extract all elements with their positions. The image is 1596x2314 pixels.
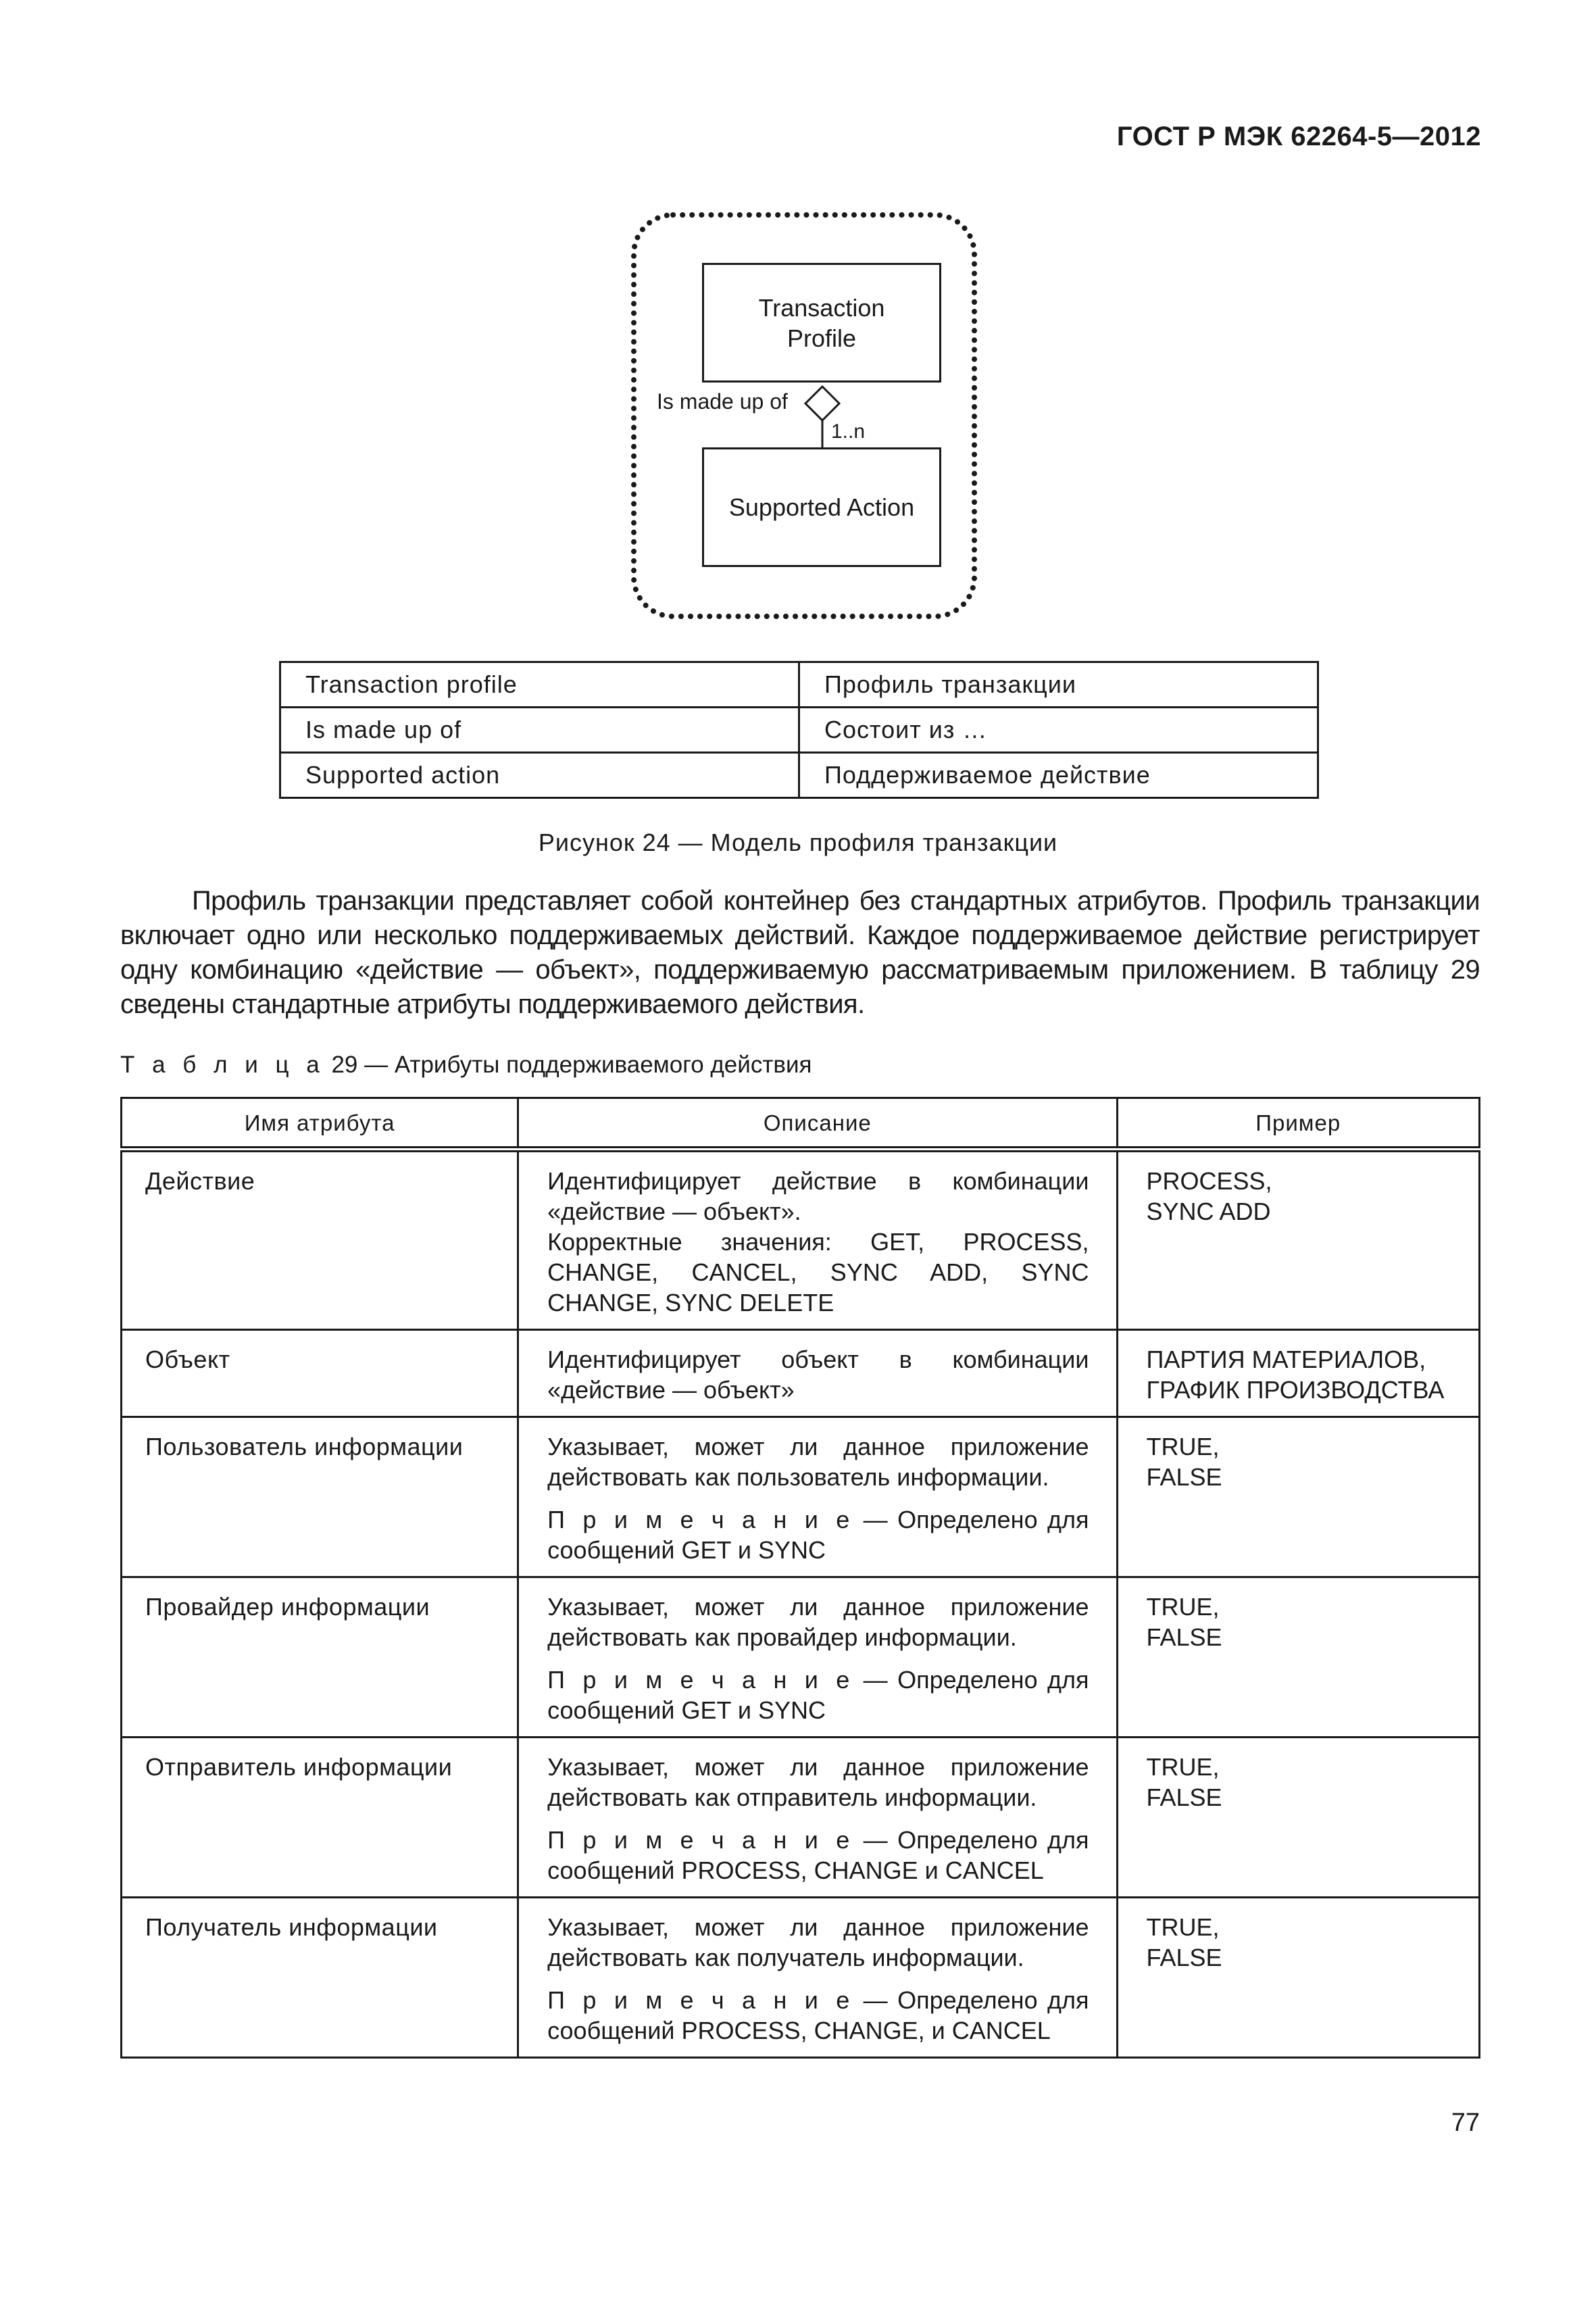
table-row (122, 1417, 1480, 1577)
attribute-example-cell (1117, 1738, 1480, 1898)
aggregation-diamond (805, 387, 839, 420)
attribute-example-cell (1117, 1330, 1480, 1417)
header-description: Описание (518, 1098, 1117, 1150)
glossary-term-en: Is made up of (280, 708, 799, 753)
attribute-example-cell (1117, 1150, 1480, 1330)
description-line: Указывает, может ли данное приложение действовать как отправитель информации. (547, 1753, 1089, 1811)
attribute-name-cell: Получатель информации (122, 1898, 518, 2058)
attribute-name-cell: Пользователь информации (122, 1417, 518, 1577)
attribute-description-cell (518, 1417, 1117, 1577)
attribute-description-cell (518, 1330, 1117, 1417)
example-line: TRUE, (1146, 1753, 1220, 1781)
description-line: Идентифицирует действие в комбинации «действие — объект». (547, 1167, 1089, 1225)
glossary-row (280, 708, 1318, 753)
description-line: Указывает, может ли данное приложение действовать как получатель информации. (547, 1913, 1089, 1971)
transaction-profile-diagram (628, 210, 980, 622)
glossary-term-ru: Состоит из … (799, 708, 1318, 753)
glossary-row (280, 662, 1318, 708)
example-line: PROCESS, (1146, 1167, 1272, 1195)
example-line: ПАРТИЯ МАТЕРИАЛОВ, (1146, 1346, 1426, 1373)
note-label: П р и м е ч а н и е (547, 1826, 854, 1854)
attributes-table (120, 1097, 1480, 2059)
table-title-prefix: Т а б л и ц а (120, 1052, 325, 1078)
body-paragraph: Профиль транзакции представляет собой контейнер без стандартных атрибутов. Профиль транзакции включает одно или несколько поддерживаемых действий. Каждое поддерживаемое действие регистрирует одну комбинацию «действие — объект», поддерживаемую рассматриваемым приложением. В таблицу 29 сведены стандартные атрибуты поддерживаемого действия. (120, 886, 1480, 1019)
table-row (122, 1330, 1480, 1417)
attribute-name-cell: Отправитель информации (122, 1738, 518, 1898)
example-line: FALSE (1146, 1944, 1222, 1971)
example-line: FALSE (1146, 1623, 1222, 1651)
attribute-description-cell (518, 1577, 1117, 1738)
note-text: — Определено для сообщений GET и SYNC (547, 1506, 1089, 1564)
glossary-term-ru: Профиль транзакции (799, 662, 1318, 708)
header-attribute-name: Имя атрибута (122, 1098, 518, 1150)
table-title-text: 29 — Атрибуты поддерживаемого действия (324, 1052, 812, 1078)
attribute-name-cell: Объект (122, 1330, 518, 1417)
example-line: ГРАФИК ПРОИЗВОДСТВА (1146, 1376, 1445, 1404)
table-header-row (122, 1098, 1480, 1150)
attribute-example-cell (1117, 1898, 1480, 2058)
note-text: — Определено для сообщений PROCESS, CHANGE, и CANCEL (547, 1986, 1089, 2044)
attribute-description-cell (518, 1738, 1117, 1898)
example-line: FALSE (1146, 1463, 1222, 1491)
example-line: TRUE, (1146, 1913, 1220, 1941)
body-text (120, 884, 1480, 1022)
description-note (547, 1665, 1089, 1725)
glossary-term-en: Supported action (280, 753, 799, 798)
table-title (120, 1052, 812, 1079)
supported-action-box: Supported Action (702, 447, 941, 567)
note-label: П р и м е ч а н и е (547, 1506, 854, 1533)
note-label: П р и м е ч а н и е (547, 1986, 854, 2014)
multiplicity-label: 1..n (831, 420, 866, 443)
transaction-profile-box: Transaction Profile (702, 263, 941, 383)
figure-caption: Рисунок 24 — Модель профиля транзакции (538, 829, 1058, 856)
example-line: FALSE (1146, 1783, 1222, 1811)
page-number: 77 (1451, 2109, 1480, 2137)
attribute-example-cell (1117, 1417, 1480, 1577)
description-line: Указывает, может ли данное приложение действовать как пользователь информации. (547, 1433, 1089, 1491)
relation-label: Is made up of (657, 389, 788, 414)
description-line: Идентифицирует объект в комбинации «действие — объект» (547, 1346, 1089, 1404)
glossary-table (279, 661, 1319, 799)
description-line: Корректные значения: GET, PROCESS, CHANGE, CANCEL, SYNC ADD, SYNC CHANGE, SYNC DELETE (547, 1228, 1089, 1316)
description-note (547, 1985, 1089, 2046)
table-row (122, 1738, 1480, 1898)
table-row (122, 1898, 1480, 2058)
note-text: — Определено для сообщений PROCESS, CHANGE и CANCEL (547, 1826, 1089, 1884)
note-label: П р и м е ч а н и е (547, 1666, 854, 1694)
header-example: Пример (1117, 1098, 1480, 1150)
example-line: SYNC ADD (1146, 1198, 1271, 1225)
attribute-name-cell: Действие (122, 1150, 518, 1330)
description-note (547, 1825, 1089, 1886)
note-text: — Определено для сообщений GET и SYNC (547, 1666, 1089, 1724)
description-note (547, 1504, 1089, 1565)
example-line: TRUE, (1146, 1593, 1220, 1621)
glossary-term-ru: Поддерживаемое действие (799, 753, 1318, 798)
description-line: Указывает, может ли данное приложение действовать как провайдер информации. (547, 1593, 1089, 1651)
page-header: ГОСТ Р МЭК 62264-5—2012 (1116, 122, 1481, 151)
table-row (122, 1577, 1480, 1738)
attribute-name-cell: Провайдер информации (122, 1577, 518, 1738)
example-line: TRUE, (1146, 1433, 1220, 1460)
table-row (122, 1150, 1480, 1330)
glossary-term-en: Transaction profile (280, 662, 799, 708)
attribute-example-cell (1117, 1577, 1480, 1738)
attribute-description-cell (518, 1898, 1117, 2058)
attribute-description-cell (518, 1150, 1117, 1330)
glossary-row (280, 753, 1318, 798)
